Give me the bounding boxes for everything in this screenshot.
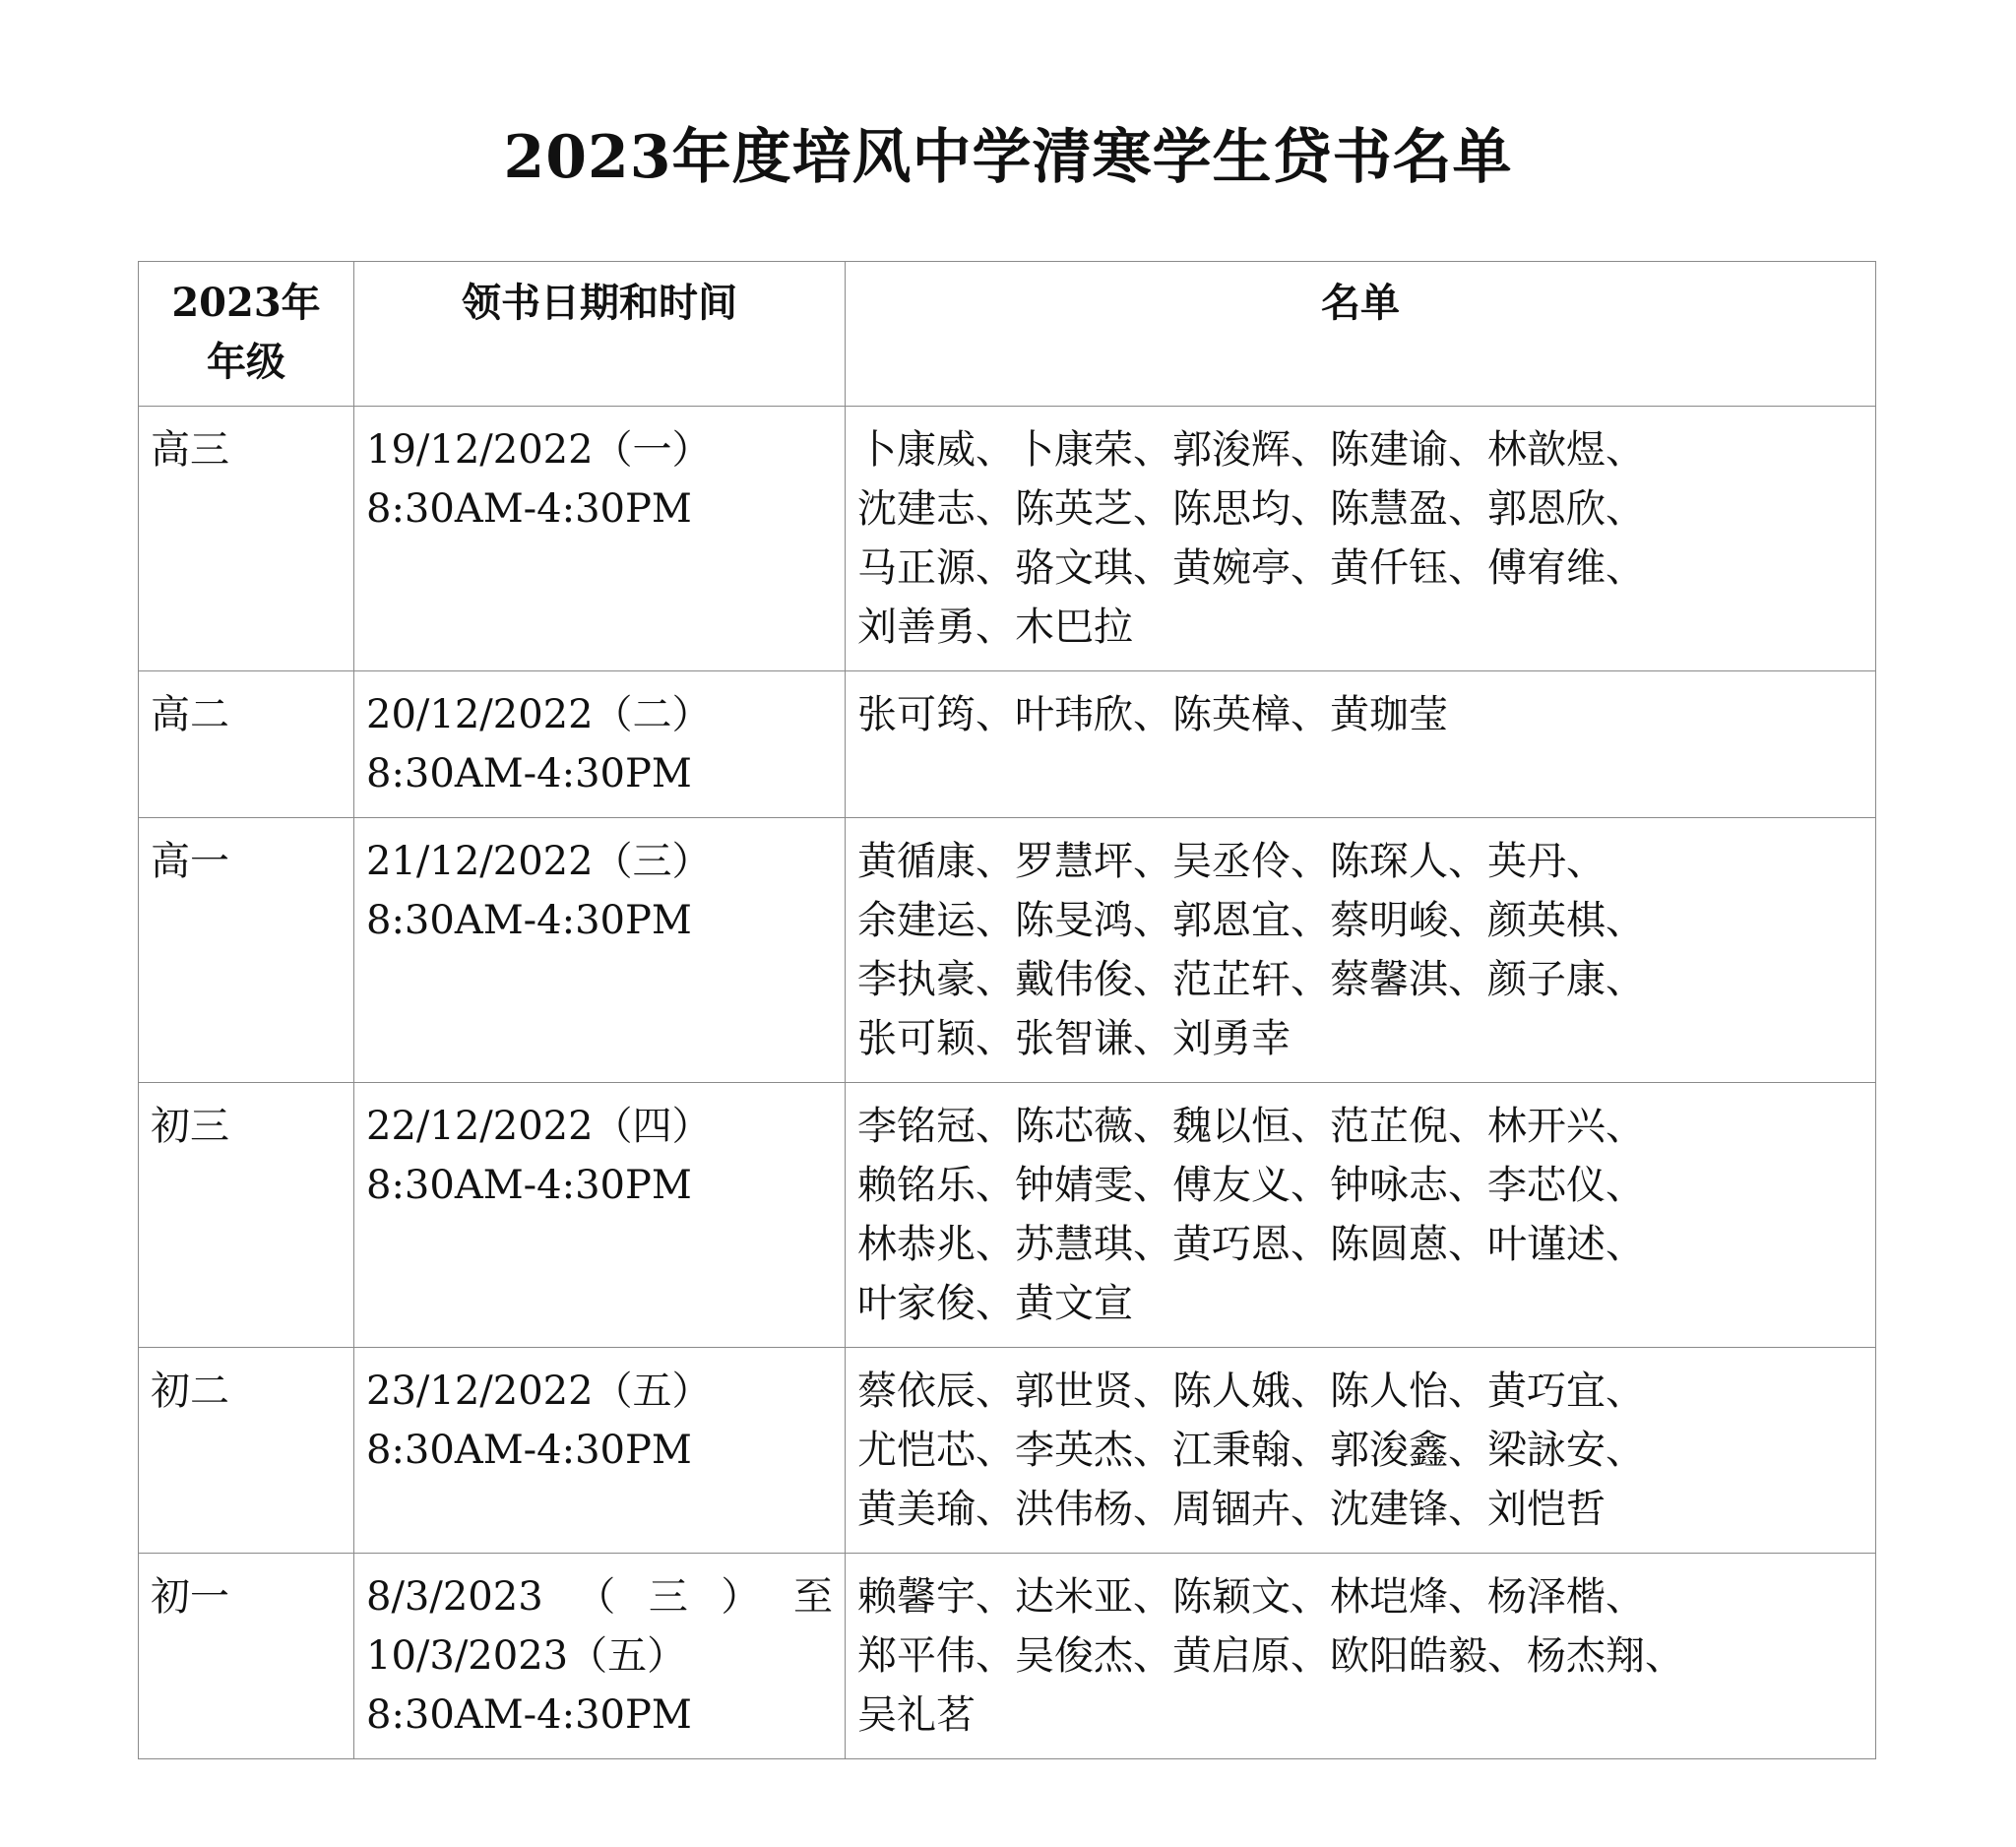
date-range-end: 10/3/2023（五） xyxy=(366,1633,687,1679)
date-time-cell: 23/12/2022（五） 8:30AM-4:30PM xyxy=(354,1348,846,1554)
table-row xyxy=(139,1348,1876,1554)
table-row xyxy=(139,407,1876,671)
table-row xyxy=(139,818,1876,1083)
header-grade-line2: 年级 xyxy=(207,339,285,385)
grade-cell: 初二 xyxy=(139,1348,354,1554)
table-row xyxy=(139,1554,1876,1759)
date-time-cell: 21/12/2022（三） 8:30AM-4:30PM xyxy=(354,818,846,1083)
header-grade-line1: 2023年 xyxy=(171,280,321,326)
table-row xyxy=(139,671,1876,818)
date-time-cell: 22/12/2022（四） 8:30AM-4:30PM xyxy=(354,1083,846,1348)
book-loan-table xyxy=(138,261,1876,1759)
names-cell: 卜康威、卜康荣、郭浚辉、陈建谕、林歆煜、 沈建志、陈英芝、陈思均、陈慧盈、郭恩欣、 马正源、骆文琪、黄婉亭、黄仟钰、傅宥维、 刘善勇、木巴拉 xyxy=(846,407,1876,671)
grade-cell: 初三 xyxy=(139,1083,354,1348)
date-time-cell: 20/12/2022（二） 8:30AM-4:30PM xyxy=(354,671,846,818)
grade-cell: 高二 xyxy=(139,671,354,818)
names-cell: 张可筠、叶玮欣、陈英樟、黄珈莹 xyxy=(846,671,1876,818)
date-time-cell: 19/12/2022（一） 8:30AM-4:30PM xyxy=(354,407,846,671)
names-cell: 黄循康、罗慧坪、吴丞伶、陈琛人、英丹、 余建运、陈旻鸿、郭恩宜、蔡明峻、颜英棋、 李执豪、戴伟俊、范芷轩、蔡馨淇、颜子康、 张可颖、张智谦、刘勇幸 xyxy=(846,818,1876,1083)
header-grade xyxy=(139,262,354,407)
document-title: 2023年度培风中学清寒学生贷书名单 xyxy=(503,123,1513,192)
header-date: 领书日期和时间 xyxy=(354,262,846,407)
date-time-cell: 8/3/2023 （ 三 ） 至 10/3/2023（五） 8:30AM-4:30PM xyxy=(354,1554,846,1759)
names-cell: 赖馨宇、达米亚、陈颖文、林垲烽、杨泽楷、 郑平伟、吴俊杰、黄启原、欧阳皓毅、杨杰翔、 吴礼茗 xyxy=(846,1554,1876,1759)
grade-cell: 初一 xyxy=(139,1554,354,1759)
names-cell: 李铭冠、陈芯薇、魏以恒、范芷倪、林开兴、 赖铭乐、钟婧雯、傅友义、钟咏志、李芯仪、 林恭兆、苏慧琪、黄巧恩、陈圆蒽、叶谨述、 叶家俊、黄文宣 xyxy=(846,1083,1876,1348)
table-row xyxy=(139,1083,1876,1348)
grade-cell: 高三 xyxy=(139,407,354,671)
names-cell: 蔡依辰、郭世贤、陈人娥、陈人怡、黄巧宜、 尤恺芯、李英杰、江秉翰、郭浚鑫、梁詠安、 黄美瑜、洪伟杨、周锢卉、沈建锋、刘恺哲 xyxy=(846,1348,1876,1554)
header-names: 名单 xyxy=(846,262,1876,407)
table-header-row xyxy=(139,262,1876,407)
date-range-start: 8/3/2023 （ 三 ） 至 xyxy=(366,1574,833,1620)
grade-cell: 高一 xyxy=(139,818,354,1083)
